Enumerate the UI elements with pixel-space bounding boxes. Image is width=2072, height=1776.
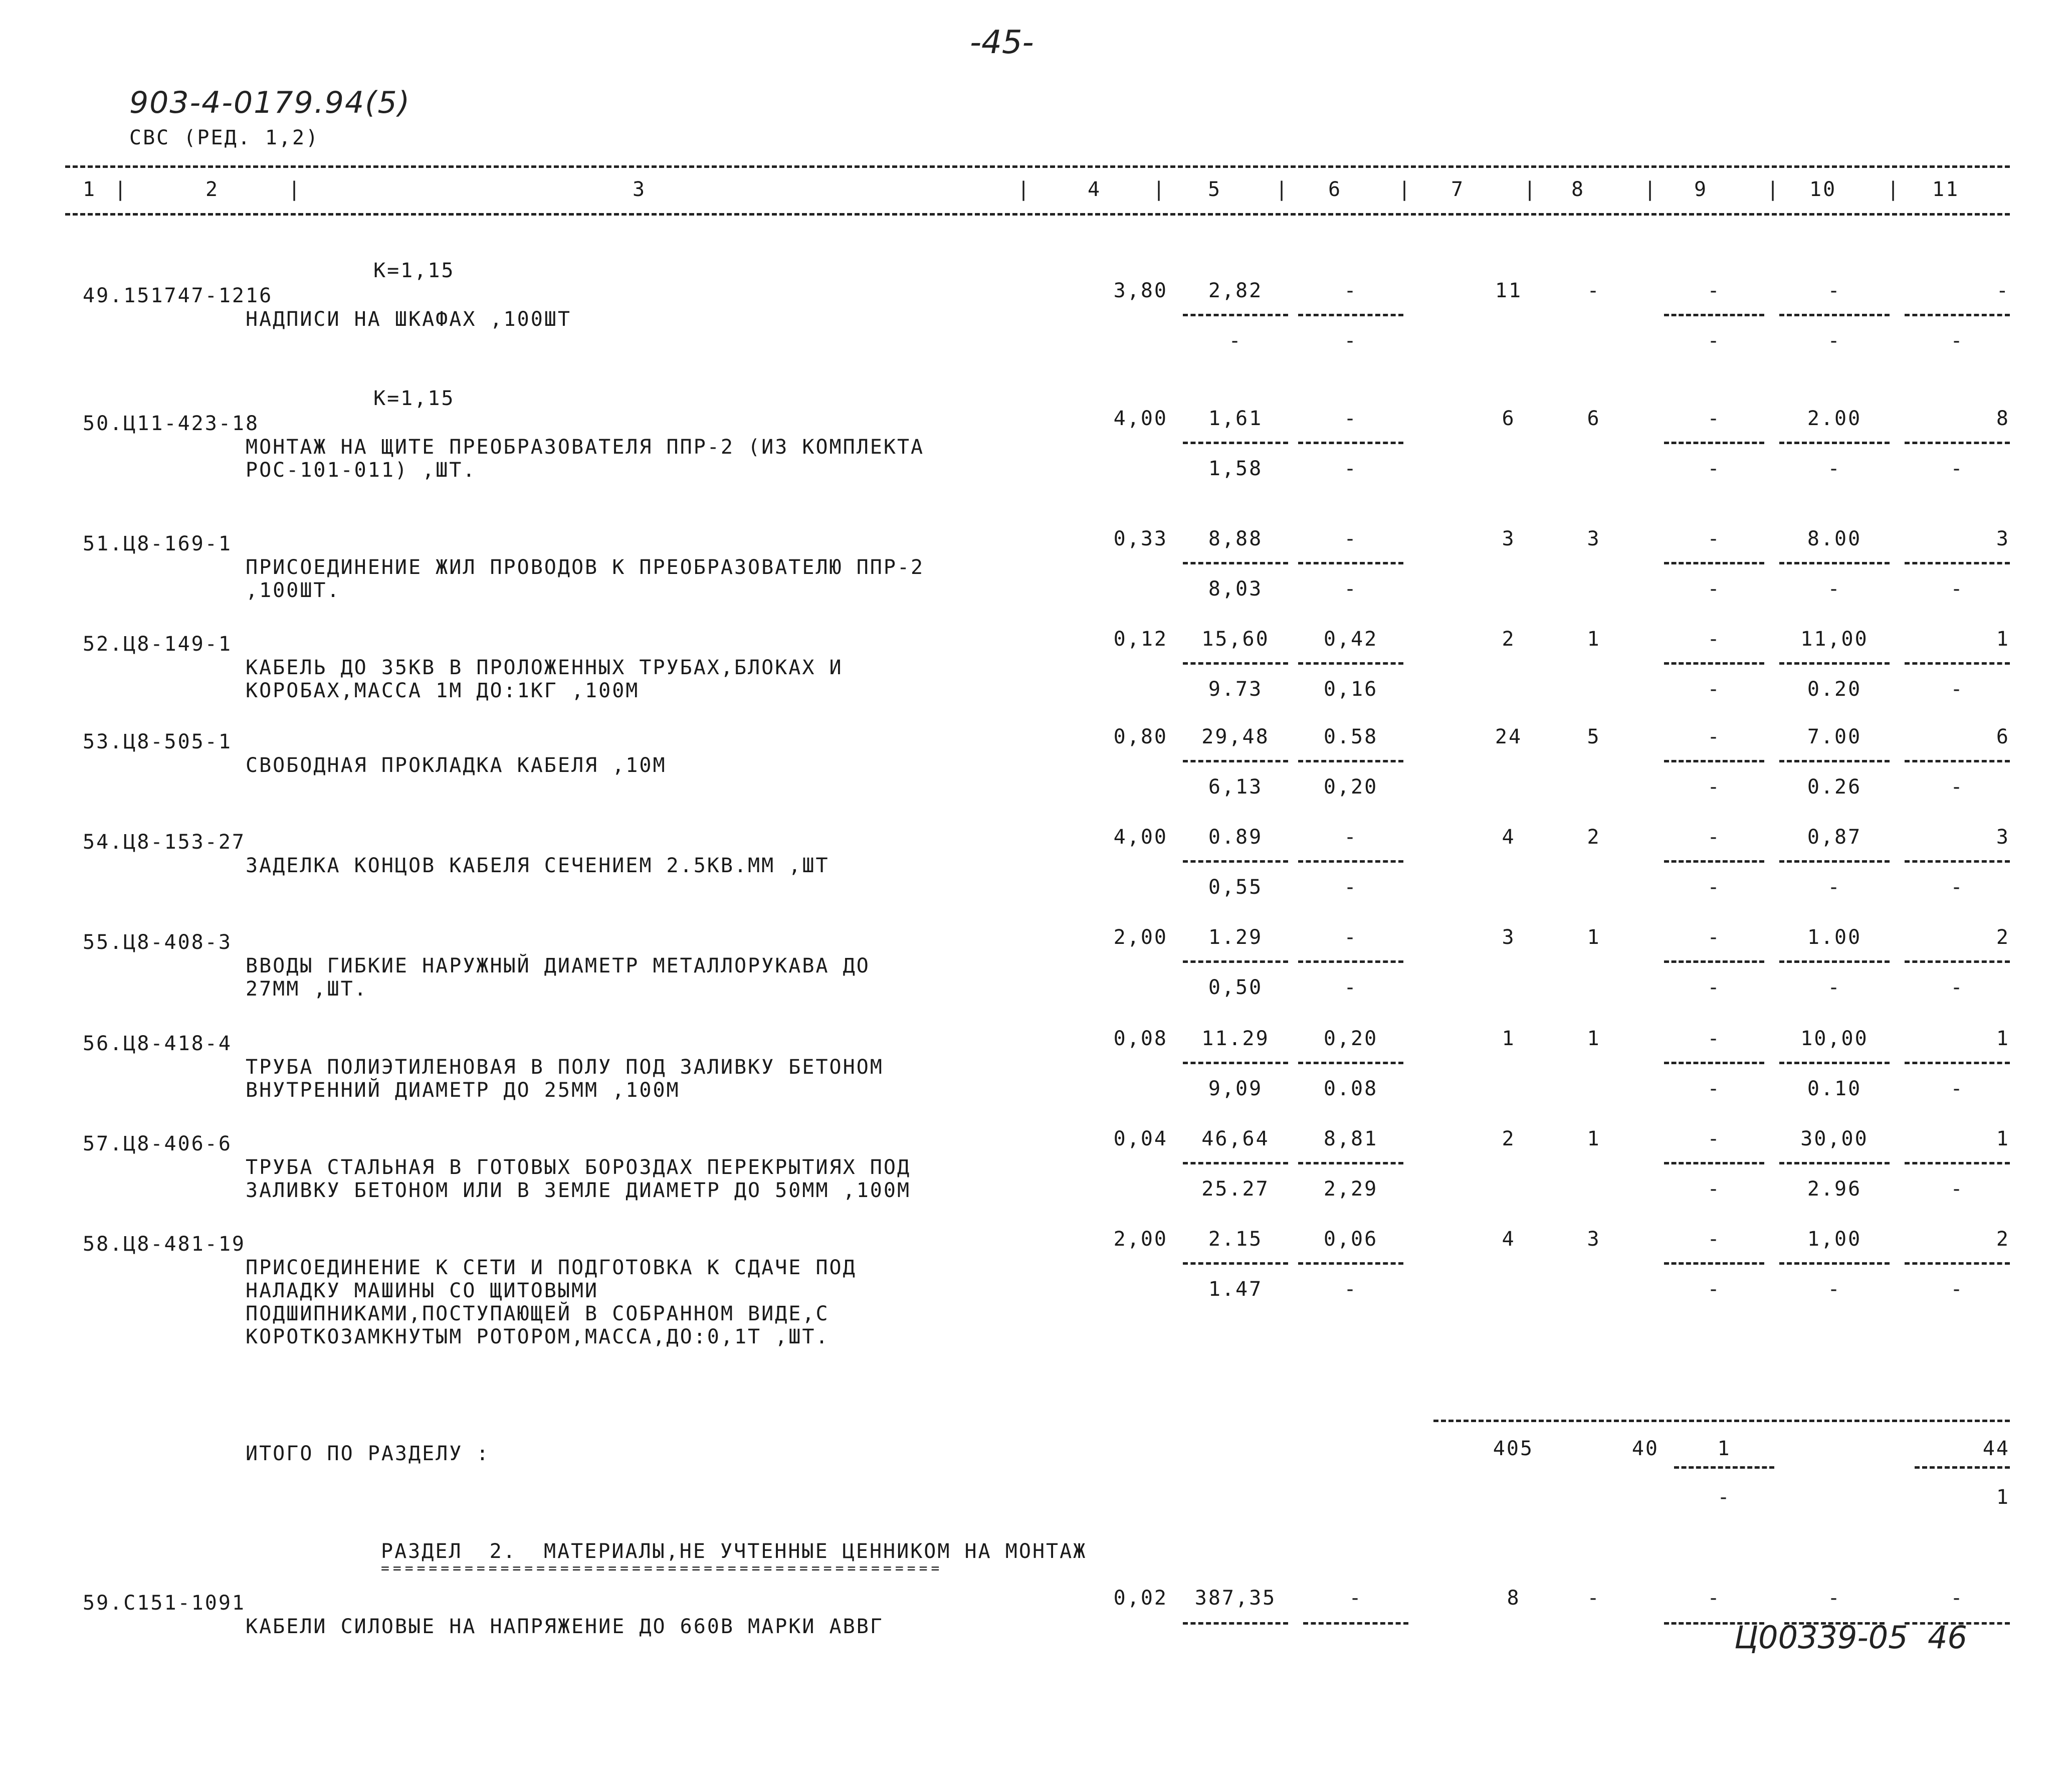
col6-upper: 0,20 bbox=[1323, 1027, 1378, 1050]
col11-lower: - bbox=[1950, 1177, 1964, 1201]
col7-value: 6 bbox=[1502, 407, 1516, 430]
row-59-col5-rule bbox=[1183, 1622, 1288, 1625]
col9-rule bbox=[1664, 314, 1764, 316]
col5-lower: 9.73 bbox=[1208, 678, 1263, 701]
col9-lower: - bbox=[1707, 1077, 1721, 1100]
col11-rule bbox=[1905, 1062, 2010, 1064]
col5-rule bbox=[1183, 1062, 1288, 1064]
column-header-10: 10 bbox=[1809, 178, 1837, 201]
col8-value: 3 bbox=[1587, 527, 1601, 550]
col5-upper: 15,60 bbox=[1201, 628, 1270, 651]
col10-rule bbox=[1779, 1062, 1890, 1064]
col10-lower: - bbox=[1827, 457, 1841, 480]
row-59-col5: 387,35 bbox=[1194, 1587, 1277, 1610]
row-59-col9: - bbox=[1707, 1587, 1721, 1610]
col10-lower: 0.10 bbox=[1807, 1077, 1862, 1100]
header-rule-bottom bbox=[65, 213, 2010, 216]
col6-lower: - bbox=[1344, 1278, 1358, 1301]
col11-upper: 1 bbox=[1996, 1127, 2010, 1150]
total-label: ИТОГО ПО РАЗДЕЛУ : bbox=[246, 1442, 490, 1465]
col9-rule bbox=[1664, 1162, 1764, 1164]
col8-value: 1 bbox=[1587, 628, 1601, 651]
col5-upper: 1,61 bbox=[1208, 407, 1263, 430]
col6-lower: - bbox=[1344, 577, 1358, 601]
col9-lower: - bbox=[1707, 976, 1721, 999]
row-59-col7: 8 bbox=[1507, 1587, 1521, 1610]
column-header-4: 4 bbox=[1088, 178, 1102, 201]
col10-upper: 7.00 bbox=[1807, 725, 1862, 748]
col6-rule bbox=[1298, 1062, 1403, 1064]
row-59-code: 59.С151-1091 bbox=[83, 1592, 246, 1615]
col9-upper: - bbox=[1707, 628, 1721, 651]
col8-value: 1 bbox=[1587, 926, 1601, 949]
col11-lower: - bbox=[1950, 775, 1964, 799]
col7-value: 2 bbox=[1502, 1127, 1516, 1150]
column-header-6: 6 bbox=[1328, 178, 1342, 201]
col10-rule bbox=[1779, 960, 1890, 963]
work-description: ,100ШТ. bbox=[246, 579, 341, 602]
col9-upper: - bbox=[1707, 926, 1721, 949]
col9-upper: - bbox=[1707, 279, 1721, 302]
page-number: -45- bbox=[970, 24, 1034, 61]
col10-lower: 2.96 bbox=[1807, 1177, 1862, 1201]
col10-rule bbox=[1779, 860, 1890, 863]
coefficient: К=1,15 bbox=[373, 387, 455, 410]
col11-rule bbox=[1905, 860, 2010, 863]
col4-value: 4,00 bbox=[1113, 407, 1168, 430]
col5-upper: 11.29 bbox=[1201, 1027, 1270, 1050]
column-header-9: 9 bbox=[1694, 178, 1708, 201]
row-59-col4: 0,02 bbox=[1113, 1587, 1168, 1610]
col6-lower: - bbox=[1344, 329, 1358, 352]
column-header-11: 11 bbox=[1932, 178, 1960, 201]
col4-value: 0,12 bbox=[1113, 628, 1168, 651]
work-description: НАЛАДКУ МАШИНЫ СО ЩИТОВЫМИ bbox=[246, 1279, 599, 1302]
col10-upper: 0,87 bbox=[1807, 826, 1862, 849]
col5-upper: 29,48 bbox=[1201, 725, 1270, 748]
col6-rule bbox=[1298, 1262, 1403, 1265]
col11-rule bbox=[1905, 760, 2010, 762]
col6-upper: 0.58 bbox=[1323, 725, 1378, 748]
section-2-title: РАЗДЕЛ 2. МАТЕРИАЛЫ,НЕ УЧТЕННЫЕ ЦЕННИКОМ НА МОНТАЖ bbox=[381, 1540, 1087, 1563]
col9-upper: - bbox=[1707, 725, 1721, 748]
column-header-3: 3 bbox=[633, 178, 647, 201]
col5-rule bbox=[1183, 960, 1288, 963]
col7-value: 24 bbox=[1495, 725, 1523, 748]
col11-upper: 1 bbox=[1996, 628, 2010, 651]
col7-value: 4 bbox=[1502, 826, 1516, 849]
col6-upper: 0,06 bbox=[1323, 1228, 1378, 1251]
col4-value: 2,00 bbox=[1113, 1228, 1168, 1251]
col5-lower: 8,03 bbox=[1208, 577, 1263, 601]
col11-upper: 3 bbox=[1996, 527, 2010, 550]
col5-upper: 0.89 bbox=[1208, 826, 1263, 849]
document-code: 903-4-0179.94(5) bbox=[129, 85, 411, 120]
total-col7: 405 bbox=[1493, 1437, 1534, 1460]
col10-upper: 10,00 bbox=[1800, 1027, 1869, 1050]
col6-lower: 0,16 bbox=[1323, 678, 1378, 701]
col9-upper: - bbox=[1707, 826, 1721, 849]
col5-upper: 8,88 bbox=[1208, 527, 1263, 550]
col11-rule bbox=[1905, 1262, 2010, 1265]
col10-rule bbox=[1779, 1262, 1890, 1265]
col11-lower: - bbox=[1950, 976, 1964, 999]
col10-lower: 0.20 bbox=[1807, 678, 1862, 701]
col10-lower: - bbox=[1827, 577, 1841, 601]
col11-rule bbox=[1905, 662, 2010, 665]
col10-upper: - bbox=[1827, 279, 1841, 302]
col6-upper: 0,42 bbox=[1323, 628, 1378, 651]
col6-lower: - bbox=[1344, 976, 1358, 999]
col6-lower: - bbox=[1344, 457, 1358, 480]
col5-rule bbox=[1183, 562, 1288, 564]
work-description: МОНТАЖ НА ЩИТЕ ПРЕОБРАЗОВАТЕЛЯ ППР-2 (ИЗ КОМПЛЕКТА bbox=[246, 436, 925, 459]
col5-upper: 46,64 bbox=[1201, 1127, 1270, 1150]
column-header-5: 5 bbox=[1208, 178, 1222, 201]
total-col9: 1 bbox=[1717, 1437, 1731, 1460]
col9-rule bbox=[1664, 662, 1764, 665]
archive-stamp: Ц00339-05 46 bbox=[1734, 1619, 1967, 1656]
col9-upper: - bbox=[1707, 1228, 1721, 1251]
row-59-description: КАБЕЛИ СИЛОВЫЕ НА НАПРЯЖЕНИЕ ДО 660В МАРКИ АВВГ bbox=[246, 1615, 884, 1638]
col6-rule bbox=[1298, 442, 1403, 444]
col10-upper: 2.00 bbox=[1807, 407, 1862, 430]
work-description: ВНУТРЕННИЙ ДИАМЕТР ДО 25ММ ,100М bbox=[246, 1079, 680, 1102]
col6-rule bbox=[1298, 562, 1403, 564]
col10-lower: - bbox=[1827, 1278, 1841, 1301]
col10-upper: 11,00 bbox=[1800, 628, 1869, 651]
col11-upper: 3 bbox=[1996, 826, 2010, 849]
column-separator: | bbox=[114, 178, 128, 201]
col5-rule bbox=[1183, 442, 1288, 444]
col6-lower: 2,29 bbox=[1323, 1177, 1378, 1201]
col9-rule bbox=[1664, 860, 1764, 863]
col11-rule bbox=[1905, 960, 2010, 963]
col9-upper: - bbox=[1707, 1027, 1721, 1050]
col9-rule bbox=[1664, 1062, 1764, 1064]
col11-upper: 8 bbox=[1996, 407, 2010, 430]
col10-rule bbox=[1779, 1162, 1890, 1164]
work-description: ТРУБА ПОЛИЭТИЛЕНОВАЯ В ПОЛУ ПОД ЗАЛИВКУ БЕТОНОМ bbox=[246, 1056, 884, 1079]
col5-lower: 25.27 bbox=[1201, 1177, 1270, 1201]
col6-upper: - bbox=[1344, 826, 1358, 849]
col9-rule bbox=[1664, 760, 1764, 762]
work-description: 27ММ ,ШТ. bbox=[246, 977, 368, 1001]
col10-lower: - bbox=[1827, 329, 1841, 352]
col6-lower: 0,20 bbox=[1323, 775, 1378, 799]
col4-value: 0,04 bbox=[1113, 1127, 1168, 1150]
col4-value: 4,00 bbox=[1113, 826, 1168, 849]
col9-upper: - bbox=[1707, 1127, 1721, 1150]
work-description: ТРУБА СТАЛЬНАЯ В ГОТОВЫХ БОРОЗДАХ ПЕРЕКРЫТИЯХ ПОД bbox=[246, 1156, 911, 1179]
position-code: 54.Ц8-153-27 bbox=[83, 831, 246, 854]
col5-upper: 2,82 bbox=[1208, 279, 1263, 302]
col6-rule bbox=[1298, 760, 1403, 762]
col5-rule bbox=[1183, 1162, 1288, 1164]
col5-lower: 0,55 bbox=[1208, 876, 1263, 899]
work-description: ВВОДЫ ГИБКИЕ НАРУЖНЫЙ ДИАМЕТР МЕТАЛЛОРУКАВА ДО bbox=[246, 954, 870, 977]
position-code: 55.Ц8-408-3 bbox=[83, 931, 232, 954]
col4-value: 0,08 bbox=[1113, 1027, 1168, 1050]
col9-lower: - bbox=[1707, 577, 1721, 601]
col10-upper: 30,00 bbox=[1800, 1127, 1869, 1150]
col11-upper: 6 bbox=[1996, 725, 2010, 748]
col9-rule bbox=[1664, 1262, 1764, 1265]
col5-rule bbox=[1183, 1262, 1288, 1265]
column-separator: | bbox=[1644, 178, 1658, 201]
column-header-7: 7 bbox=[1451, 178, 1465, 201]
work-description: КОРОБАХ,МАССА 1М ДО:1КГ ,100М bbox=[246, 679, 640, 702]
total-col8: 40 bbox=[1631, 1437, 1659, 1460]
col8-value: 3 bbox=[1587, 1228, 1601, 1251]
row-59-col6: - bbox=[1349, 1587, 1363, 1610]
col11-rule bbox=[1905, 562, 2010, 564]
col7-value: 1 bbox=[1502, 1027, 1516, 1050]
col10-upper: 8.00 bbox=[1807, 527, 1862, 550]
total-col9-rule bbox=[1674, 1466, 1774, 1469]
col11-lower: - bbox=[1950, 1278, 1964, 1301]
row-59-col8: - bbox=[1587, 1587, 1601, 1610]
col8-value: - bbox=[1587, 279, 1601, 302]
col4-value: 3,80 bbox=[1113, 279, 1168, 302]
col10-lower: - bbox=[1827, 876, 1841, 899]
work-description: РОС-101-011) ,ШТ. bbox=[246, 459, 477, 482]
col11-lower: - bbox=[1950, 1077, 1964, 1100]
col10-rule bbox=[1779, 442, 1890, 444]
col6-rule bbox=[1298, 662, 1403, 665]
work-description: КАБЕЛЬ ДО 35КВ В ПРОЛОЖЕННЫХ ТРУБАХ,БЛОКАХ И bbox=[246, 656, 843, 679]
col11-lower: - bbox=[1950, 678, 1964, 701]
col6-rule bbox=[1298, 314, 1403, 316]
col10-rule bbox=[1779, 314, 1890, 316]
col5-lower: - bbox=[1228, 329, 1242, 352]
col4-value: 2,00 bbox=[1113, 926, 1168, 949]
col7-value: 4 bbox=[1502, 1228, 1516, 1251]
position-code: 49.151747-1216 bbox=[83, 284, 273, 307]
column-separator: | bbox=[1017, 178, 1031, 201]
col9-lower: - bbox=[1707, 1177, 1721, 1201]
col8-value: 1 bbox=[1587, 1027, 1601, 1050]
col7-value: 2 bbox=[1502, 628, 1516, 651]
col10-rule bbox=[1779, 760, 1890, 762]
work-description: ЗАЛИВКУ БЕТОНОМ ИЛИ В ЗЕМЛЕ ДИАМЕТР ДО 50ММ ,100М bbox=[246, 1179, 911, 1202]
col6-lower: - bbox=[1344, 876, 1358, 899]
col10-rule bbox=[1779, 562, 1890, 564]
col11-rule bbox=[1905, 442, 2010, 444]
col11-lower: - bbox=[1950, 876, 1964, 899]
work-description: ПОДШИПНИКАМИ,ПОСТУПАЮЩЕЙ В СОБРАННОМ ВИДЕ,С bbox=[246, 1302, 830, 1325]
col9-rule bbox=[1664, 960, 1764, 963]
column-header-8: 8 bbox=[1571, 178, 1585, 201]
position-code: 52.Ц8-149-1 bbox=[83, 633, 232, 656]
col6-upper: - bbox=[1344, 407, 1358, 430]
col5-lower: 1.47 bbox=[1208, 1278, 1263, 1301]
position-code: 53.Ц8-505-1 bbox=[83, 730, 232, 753]
header-rule-top bbox=[65, 165, 2010, 168]
total-rule bbox=[1433, 1420, 2010, 1422]
section-2-underline: =============================================== bbox=[381, 1560, 943, 1576]
col10-rule bbox=[1779, 662, 1890, 665]
work-description: ПРИСОЕДИНЕНИЕ ЖИЛ ПРОВОДОВ К ПРЕОБРАЗОВАТЕЛЮ ППР-2 bbox=[246, 556, 925, 579]
col5-lower: 6,13 bbox=[1208, 775, 1263, 799]
col5-rule bbox=[1183, 662, 1288, 665]
col5-rule bbox=[1183, 314, 1288, 316]
col4-value: 0,80 bbox=[1113, 725, 1168, 748]
work-description: НАДПИСИ НА ШКАФАХ ,100ШТ bbox=[246, 308, 571, 331]
column-separator: | bbox=[1767, 178, 1781, 201]
col5-upper: 2.15 bbox=[1208, 1228, 1263, 1251]
col7-value: 3 bbox=[1502, 527, 1516, 550]
work-description: ЗАДЕЛКА КОНЦОВ КАБЕЛЯ СЕЧЕНИЕМ 2.5КВ.ММ ,ШТ bbox=[246, 854, 830, 877]
col5-upper: 1.29 bbox=[1208, 926, 1263, 949]
col9-upper: - bbox=[1707, 527, 1721, 550]
column-separator: | bbox=[288, 178, 302, 201]
col6-upper: - bbox=[1344, 527, 1358, 550]
col9-rule bbox=[1664, 442, 1764, 444]
column-header-1: 1 bbox=[83, 178, 97, 201]
work-description: СВОБОДНАЯ ПРОКЛАДКА КАБЕЛЯ ,10М bbox=[246, 754, 667, 777]
row-59-col11: - bbox=[1950, 1587, 1964, 1610]
col11-lower: - bbox=[1950, 577, 1964, 601]
col9-lower: - bbox=[1707, 329, 1721, 352]
row-59-col10: - bbox=[1827, 1587, 1841, 1610]
col11-rule bbox=[1905, 1162, 2010, 1164]
col7-value: 11 bbox=[1495, 279, 1523, 302]
col6-upper: - bbox=[1344, 926, 1358, 949]
col10-upper: 1,00 bbox=[1807, 1228, 1862, 1251]
total-col11-lower: 1 bbox=[1996, 1486, 2010, 1509]
col4-value: 0,33 bbox=[1113, 527, 1168, 550]
col9-lower: - bbox=[1707, 775, 1721, 799]
position-code: 57.Ц8-406-6 bbox=[83, 1132, 232, 1155]
col11-rule bbox=[1905, 314, 2010, 316]
coefficient: К=1,15 bbox=[373, 259, 455, 282]
col5-lower: 9,09 bbox=[1208, 1077, 1263, 1100]
col5-lower: 1,58 bbox=[1208, 457, 1263, 480]
col9-rule bbox=[1664, 562, 1764, 564]
position-code: 56.Ц8-418-4 bbox=[83, 1032, 232, 1055]
col11-upper: - bbox=[1996, 279, 2010, 302]
col6-upper: 8,81 bbox=[1323, 1127, 1378, 1150]
col6-rule bbox=[1298, 1162, 1403, 1164]
col10-lower: - bbox=[1827, 976, 1841, 999]
column-separator: | bbox=[1398, 178, 1412, 201]
column-separator: | bbox=[1153, 178, 1167, 201]
position-code: 50.Ц11-423-18 bbox=[83, 412, 260, 435]
col6-rule bbox=[1298, 960, 1403, 963]
total-col11-rule bbox=[1915, 1466, 2010, 1469]
col9-upper: - bbox=[1707, 407, 1721, 430]
row-59-col6-rule bbox=[1303, 1622, 1408, 1625]
col9-lower: - bbox=[1707, 876, 1721, 899]
col9-lower: - bbox=[1707, 457, 1721, 480]
col8-value: 6 bbox=[1587, 407, 1601, 430]
col11-upper: 1 bbox=[1996, 1027, 2010, 1050]
work-description: КОРОТКОЗАМКНУТЫМ РОТОРОМ,МАССА,ДО:0,1Т ,ШТ. bbox=[246, 1325, 830, 1348]
col5-rule bbox=[1183, 860, 1288, 863]
document-subtitle: СВС (РЕД. 1,2) bbox=[129, 126, 320, 149]
total-col9-lower: - bbox=[1717, 1486, 1731, 1509]
col8-value: 1 bbox=[1587, 1127, 1601, 1150]
col6-upper: - bbox=[1344, 279, 1358, 302]
col8-value: 5 bbox=[1587, 725, 1601, 748]
col7-value: 3 bbox=[1502, 926, 1516, 949]
col8-value: 2 bbox=[1587, 826, 1601, 849]
col9-lower: - bbox=[1707, 1278, 1721, 1301]
col6-rule bbox=[1298, 860, 1403, 863]
position-code: 51.Ц8-169-1 bbox=[83, 532, 232, 555]
column-separator: | bbox=[1524, 178, 1538, 201]
work-description: ПРИСОЕДИНЕНИЕ К СЕТИ И ПОДГОТОВКА К СДАЧЕ ПОД bbox=[246, 1256, 857, 1279]
col10-lower: 0.26 bbox=[1807, 775, 1862, 799]
column-separator: | bbox=[1887, 178, 1901, 201]
col9-lower: - bbox=[1707, 678, 1721, 701]
col5-lower: 0,50 bbox=[1208, 976, 1263, 999]
col6-lower: 0.08 bbox=[1323, 1077, 1378, 1100]
col11-lower: - bbox=[1950, 457, 1964, 480]
col11-upper: 2 bbox=[1996, 926, 2010, 949]
column-separator: | bbox=[1276, 178, 1290, 201]
col11-lower: - bbox=[1950, 329, 1964, 352]
total-col11: 44 bbox=[1982, 1437, 2010, 1460]
col10-upper: 1.00 bbox=[1807, 926, 1862, 949]
col5-rule bbox=[1183, 760, 1288, 762]
position-code: 58.Ц8-481-19 bbox=[83, 1233, 246, 1256]
col11-upper: 2 bbox=[1996, 1228, 2010, 1251]
column-header-2: 2 bbox=[205, 178, 220, 201]
